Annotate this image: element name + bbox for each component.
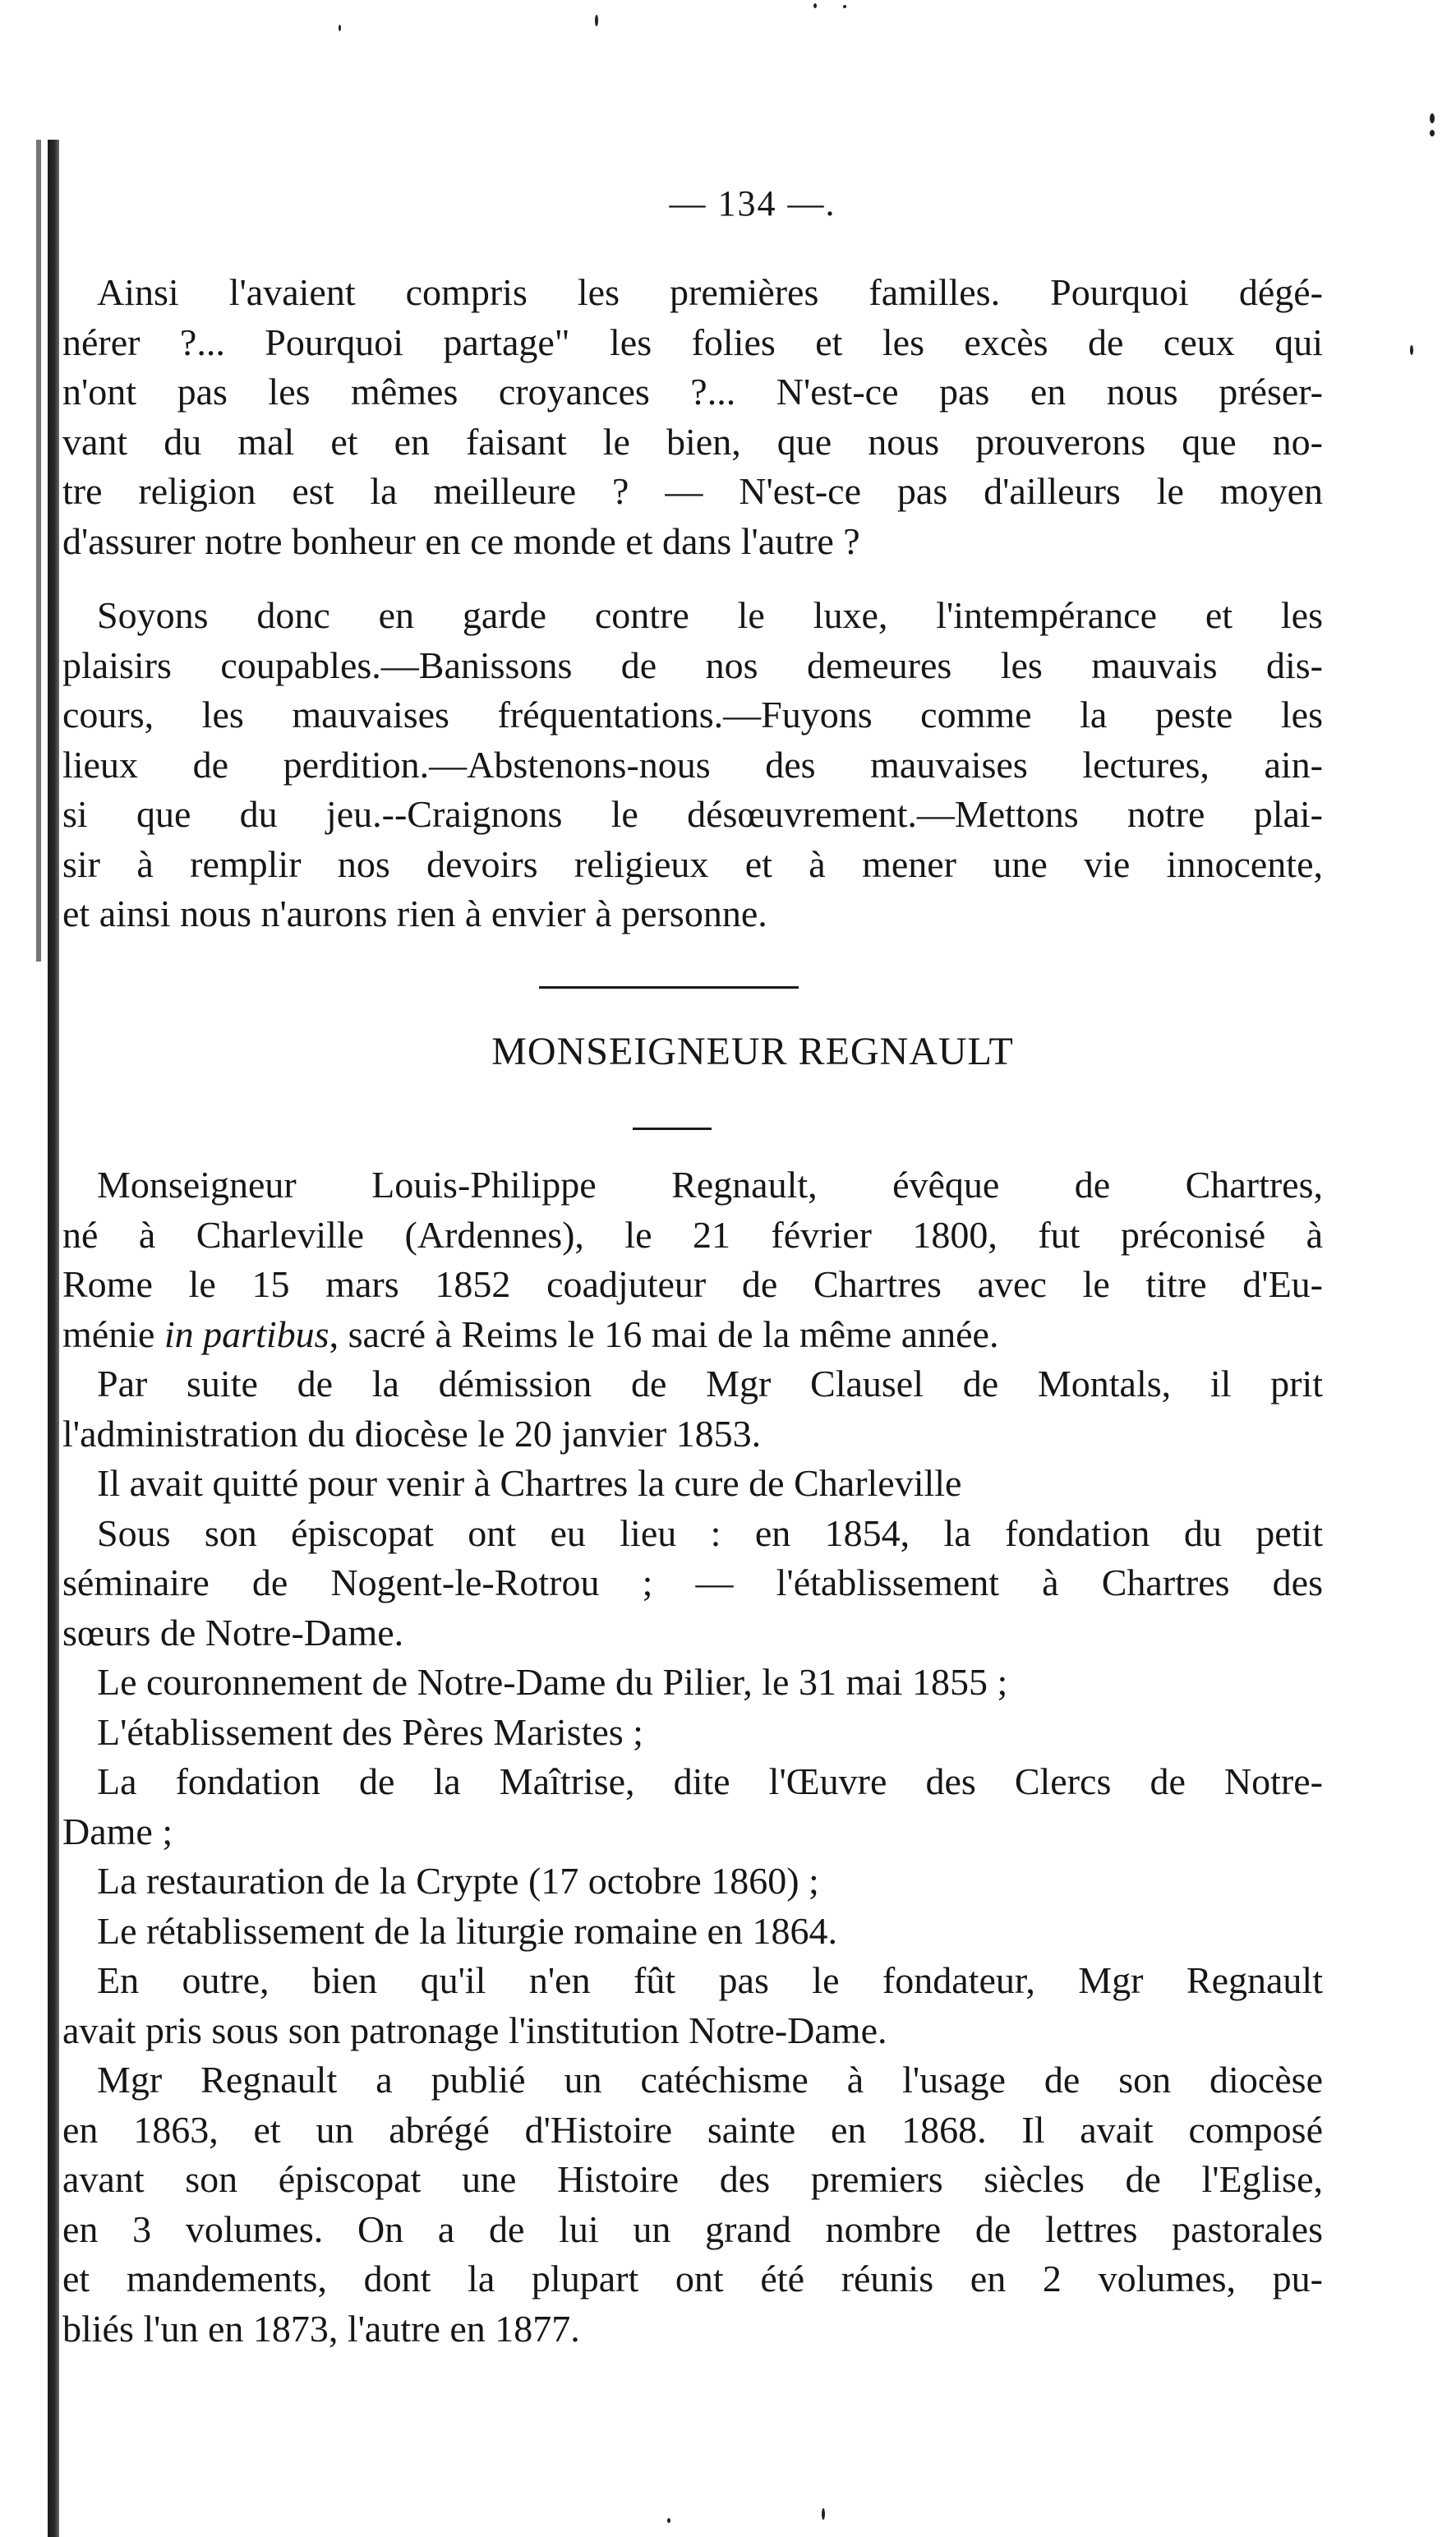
text-line: bliés l'un en 1873, l'autre en 1877. xyxy=(62,2307,580,2350)
text-line: avant son épiscopat une Histoire des premiers siècles de l'Eglise, xyxy=(62,2158,1323,2200)
scan-speck xyxy=(1410,345,1413,355)
text-line: tre religion est la meilleure ? — N'est-ce pas d'ailleurs le moyen xyxy=(62,470,1323,512)
text-line: et mandements, dont la plupart ont été réunis en 2 volumes, pu- xyxy=(62,2258,1323,2299)
scan-speck xyxy=(667,2518,670,2523)
text-line: Ainsi l'avaient compris les premières familles. Pourquoi dégé- xyxy=(97,271,1323,313)
section-heading: MONSEIGNEUR REGNAULT xyxy=(491,1030,1014,1073)
text-line: l'administration du diocèse le 20 janvier 1853. xyxy=(62,1412,762,1455)
text-line: La fondation de la Maîtrise, dite l'Œuvre des Clercs de Notre- xyxy=(97,1760,1323,1802)
text-line: Il avait quitté pour venir à Chartres la cure de Charleville xyxy=(97,1462,962,1504)
binding-edge xyxy=(48,140,59,2537)
text-line: si que du jeu.--Craignons le désœuvrement.—Mettons notre plai- xyxy=(62,793,1323,835)
text-line: et ainsi nous n'aurons rien à envier à personne. xyxy=(62,893,767,934)
text-line: nérer ?... Pourquoi partage" les folies et les excès de ceux qui xyxy=(62,321,1323,363)
scan-speck xyxy=(339,25,341,31)
text-line: La restauration de la Crypte (17 octobre 1860) ; xyxy=(97,1860,819,1902)
text-line: Monseigneur Louis-Philippe Regnault, évêque de Chartres, xyxy=(97,1164,1323,1206)
text-line: ménie in partibus, sacré à Reims le 16 mai de la même année. xyxy=(62,1312,999,1355)
paragraph-1 xyxy=(62,268,1323,566)
text-line: vant du mal et en faisant le bien, que nous prouverons que no- xyxy=(62,420,1323,463)
paragraph-2 xyxy=(62,591,1323,939)
text-line: en 1863, et un abrégé d'Histoire sainte en 1868. Il avait composé xyxy=(62,2108,1323,2151)
text-line: né à Charleville (Ardennes), le 21 février 1800, fut préconisé à xyxy=(62,1213,1323,1256)
text-line: séminaire de Nogent-le-Rotrou ; — l'établissement à Chartres des xyxy=(62,1561,1323,1603)
scan-speck xyxy=(822,2508,825,2520)
text-line: Dame ; xyxy=(62,1810,173,1852)
scan-speck xyxy=(843,5,846,8)
text-line: avait pris sous son patronage l'institution Notre-Dame. xyxy=(62,2009,887,2051)
text-line: plaisirs coupables.—Banissons de nos demeures les mauvais dis- xyxy=(62,643,1323,686)
page-number: — 134 —. xyxy=(669,183,836,224)
biography-text xyxy=(62,1160,1323,2354)
text-line: Rome le 15 mars 1852 coadjuteur de Chartres avec le titre d'Eu- xyxy=(62,1263,1323,1305)
text-line: sœurs de Notre-Dame. xyxy=(62,1611,404,1654)
section-divider-top xyxy=(539,986,799,989)
italic-phrase: in partibus xyxy=(164,1312,329,1355)
text-line: n'ont pas les mêmes croyances ?... N'est-ce pas en nous préser- xyxy=(62,371,1323,413)
text-line: en 3 volumes. On a de lui un grand nombre de lettres pastorales xyxy=(62,2207,1323,2250)
text-line: Le couronnement de Notre-Dame du Pilier, le 31 mai 1855 ; xyxy=(97,1661,1008,1703)
section-divider-bottom xyxy=(633,1128,712,1130)
text-line: Le rétablissement de la liturgie romaine en 1864. xyxy=(97,1909,837,1952)
text-line: L'établissement des Pères Maristes ; xyxy=(97,1710,643,1753)
text-line: cours, les mauvaises fréquentations.—Fuyons comme la peste les xyxy=(62,694,1323,736)
text-line: Sous son épiscopat ont eu lieu : en 1854, la fondation du petit xyxy=(97,1511,1323,1554)
scan-speck xyxy=(595,15,598,26)
text-line: Soyons donc en garde contre le luxe, l'intempérance et les xyxy=(97,594,1323,636)
text-line: En outre, bien qu'il n'en fût pas le fondateur, Mgr Regnault xyxy=(97,1959,1323,2001)
text-line: sir à remplir nos devoirs religieux et à mener une vie innocente, xyxy=(62,842,1323,885)
text-line: Mgr Regnault a publié un catéchisme à l'usage de son diocèse xyxy=(97,2059,1323,2101)
text-line: Par suite de la démission de Mgr Clausel de Montals, il prit xyxy=(97,1363,1323,1405)
text-line: lieux de perdition.—Abstenons-nous des mauvaises lectures, ain- xyxy=(62,743,1323,786)
text-line: d'assurer notre bonheur en ce monde et dans l'autre ? xyxy=(62,519,860,562)
scan-speck xyxy=(813,3,817,8)
scan-speck xyxy=(1430,113,1435,123)
scan-speck xyxy=(1430,130,1435,136)
binding-shadow xyxy=(36,140,41,962)
